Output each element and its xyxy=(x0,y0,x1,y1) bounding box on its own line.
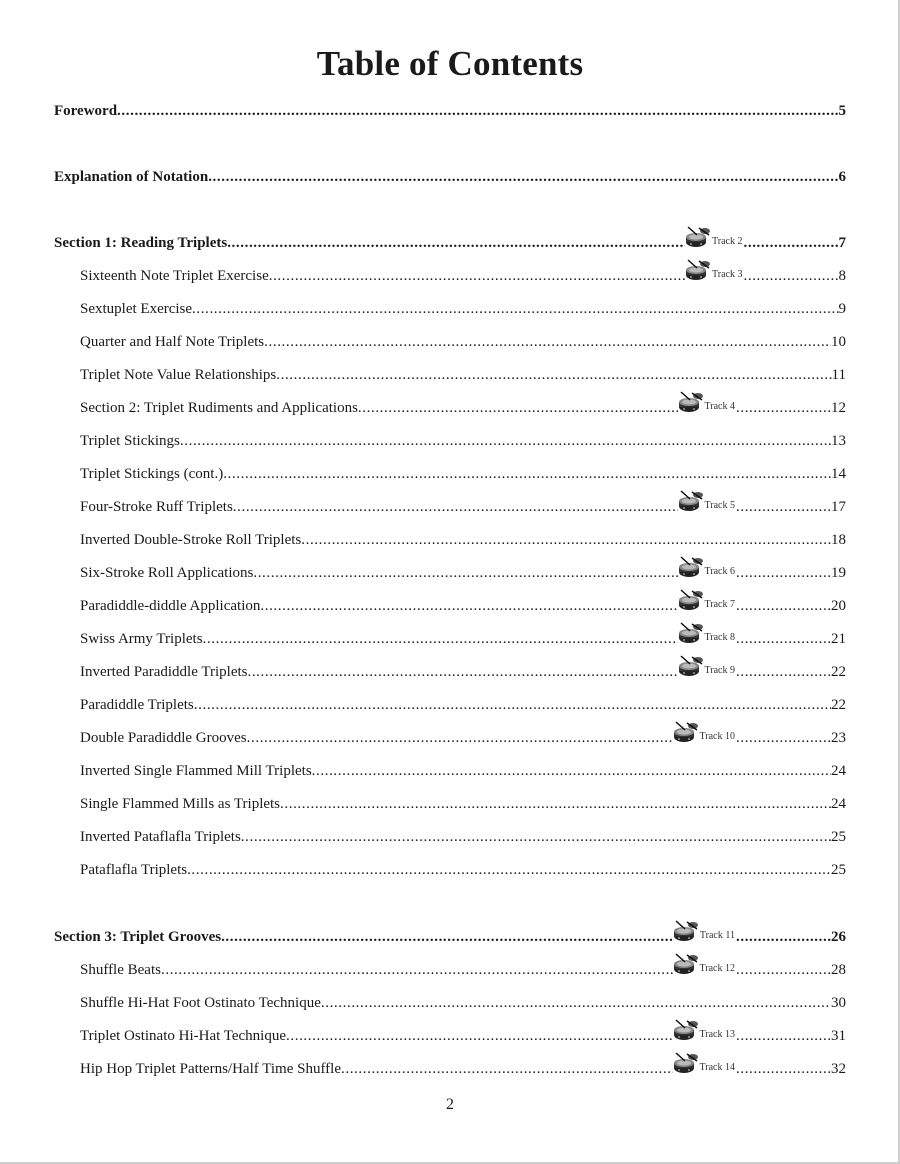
toc-entry-label: Triplet Stickings (cont.) xyxy=(80,466,224,482)
toc-entry-label: Paradiddle Triplets xyxy=(80,697,194,713)
toc-entry[interactable] xyxy=(54,259,846,285)
toc-entry[interactable] xyxy=(54,1052,846,1078)
dot-leader xyxy=(286,1027,673,1045)
track-label: Track 14 xyxy=(699,1062,735,1073)
dot-leader xyxy=(223,465,831,483)
toc-entry-page: 10 xyxy=(831,334,846,350)
toc-entry-page: 18 xyxy=(831,532,846,548)
track-label: Track 2 xyxy=(712,236,743,247)
track-label: Track 9 xyxy=(704,665,735,676)
toc-entry-page: 22 xyxy=(831,697,846,713)
track-marker xyxy=(678,589,736,615)
toc-entry[interactable] xyxy=(54,358,846,384)
toc-entry-page: 11 xyxy=(831,367,846,383)
dot-leader xyxy=(276,366,831,384)
dot-leader xyxy=(736,399,831,417)
toc-entry-label: Triplet Stickings xyxy=(80,433,180,449)
toc-entry-page: 21 xyxy=(831,631,846,647)
dot-leader xyxy=(736,1027,831,1045)
toc-entry-label: Quarter and Half Note Triplets xyxy=(80,334,265,350)
drum-cd-icon xyxy=(678,589,704,615)
toc-entry[interactable] xyxy=(54,655,846,681)
drum-cd-icon xyxy=(673,721,699,747)
dot-leader xyxy=(253,564,677,582)
toc-entry-page: 22 xyxy=(831,664,846,680)
track-marker xyxy=(678,622,736,648)
toc-entry-page: 31 xyxy=(831,1028,846,1044)
drum-cd-icon xyxy=(678,556,704,582)
drum-cd-icon xyxy=(678,622,704,648)
toc-entry[interactable] xyxy=(54,1019,846,1045)
track-marker xyxy=(673,1019,736,1045)
toc-entry-label: Four-Stroke Ruff Triplets xyxy=(80,499,233,515)
drum-cd-icon xyxy=(678,655,704,681)
dot-leader xyxy=(736,597,831,615)
toc-entry[interactable] xyxy=(54,622,846,648)
dot-leader xyxy=(736,729,831,747)
toc-entry-page: 19 xyxy=(831,565,846,581)
toc-entry-label: Double Paradiddle Grooves xyxy=(80,730,247,746)
track-marker xyxy=(678,490,736,516)
toc-entry[interactable] xyxy=(54,787,846,813)
dot-leader xyxy=(312,762,831,780)
dot-leader xyxy=(117,102,838,120)
toc-entry[interactable] xyxy=(54,325,846,351)
dot-leader xyxy=(744,267,839,285)
toc-entry-label: Swiss Army Triplets xyxy=(80,631,203,647)
toc-entry-page: 20 xyxy=(831,598,846,614)
drum-cd-icon xyxy=(673,1019,699,1045)
toc-entry[interactable] xyxy=(54,160,846,186)
toc-entry-label: Section 3: Triplet Grooves xyxy=(54,929,222,945)
dot-leader xyxy=(187,861,831,879)
toc-entry-page: 30 xyxy=(831,995,846,1011)
drum-cd-icon xyxy=(685,226,711,252)
toc-entry[interactable] xyxy=(54,292,846,318)
toc-entry-label: Explanation of Notation xyxy=(54,169,209,185)
toc-entry-page: 26 xyxy=(831,929,846,945)
toc-entry-label: Shuffle Hi-Hat Foot Ostinato Technique xyxy=(80,995,321,1011)
toc-entry[interactable] xyxy=(54,589,846,615)
toc-entry-page: 32 xyxy=(831,1061,846,1077)
track-marker xyxy=(673,920,736,946)
page-title: Table of Contents xyxy=(316,44,584,83)
toc-entry[interactable] xyxy=(54,820,846,846)
toc-entry[interactable] xyxy=(54,721,846,747)
drum-cd-icon xyxy=(678,490,704,516)
toc-entry-label: Pataflafla Triplets xyxy=(80,862,188,878)
dot-leader xyxy=(301,531,831,549)
dot-leader xyxy=(269,267,685,285)
toc-entry-label: Inverted Double-Stroke Roll Triplets xyxy=(80,532,302,548)
toc-entry-label: Paradiddle-diddle Application xyxy=(80,598,261,614)
drum-cd-icon xyxy=(673,953,699,979)
track-marker xyxy=(673,721,736,747)
toc-entry-label: Section 1: Reading Triplets xyxy=(54,235,228,251)
toc-entry[interactable] xyxy=(54,226,846,252)
toc-entry-label: Foreword xyxy=(54,103,118,119)
dot-leader xyxy=(241,828,831,846)
track-label: Track 8 xyxy=(704,632,735,643)
toc-entry-label: Sixteenth Note Triplet Exercise xyxy=(80,268,269,284)
track-label: Track 12 xyxy=(699,963,735,974)
toc-entry-page: 13 xyxy=(831,433,846,449)
dot-leader xyxy=(192,300,838,318)
toc-entry-page: 5 xyxy=(838,103,846,119)
drum-cd-icon xyxy=(673,1052,699,1078)
dot-leader xyxy=(221,928,673,946)
dot-leader xyxy=(194,696,831,714)
dot-leader xyxy=(280,795,831,813)
dot-leader xyxy=(736,564,831,582)
dot-leader xyxy=(161,961,673,979)
toc-entry-page: 9 xyxy=(838,301,846,317)
toc-entry-page: 17 xyxy=(831,499,846,515)
dot-leader xyxy=(227,234,685,252)
toc-entry[interactable] xyxy=(54,556,846,582)
dot-leader xyxy=(736,961,831,979)
toc-entry-label: Section 2: Triplet Rudiments and Applications xyxy=(80,400,358,416)
dot-leader xyxy=(247,663,677,681)
track-label: Track 11 xyxy=(699,930,735,941)
track-label: Track 3 xyxy=(712,269,743,280)
toc-entry-page: 14 xyxy=(831,466,846,482)
track-label: Track 7 xyxy=(704,599,735,610)
dot-leader xyxy=(180,432,831,450)
toc-entry-page: 23 xyxy=(831,730,846,746)
toc-entry[interactable] xyxy=(54,457,846,483)
track-label: Track 4 xyxy=(704,401,735,412)
dot-leader xyxy=(247,729,673,747)
toc-entry[interactable] xyxy=(54,853,846,879)
track-label: Track 6 xyxy=(704,566,735,577)
track-label: Track 10 xyxy=(699,731,735,742)
dot-leader xyxy=(736,663,831,681)
toc-entry-page: 12 xyxy=(831,400,846,416)
drum-cd-icon xyxy=(685,259,711,285)
track-marker xyxy=(673,1052,736,1078)
toc-entry-page: 28 xyxy=(831,962,846,978)
toc-entry[interactable] xyxy=(54,94,846,120)
dot-leader xyxy=(736,928,831,946)
toc-entry[interactable] xyxy=(54,953,846,979)
track-label: Track 5 xyxy=(704,500,735,511)
toc-entry[interactable] xyxy=(54,424,846,450)
toc-entry-label: Single Flammed Mills as Triplets xyxy=(80,796,281,812)
toc-entry-label: Sextuplet Exercise xyxy=(80,301,193,317)
toc-entry-page: 6 xyxy=(838,169,846,185)
toc-entry-label: Inverted Single Flammed Mill Triplets xyxy=(80,763,312,779)
toc-entry-label: Triplet Note Value Relationships xyxy=(80,367,277,383)
toc-entry-label: Shuffle Beats xyxy=(80,962,161,978)
track-marker xyxy=(678,655,736,681)
dot-leader xyxy=(736,630,831,648)
toc-entry-page: 7 xyxy=(838,235,846,251)
track-marker xyxy=(685,226,743,252)
toc-entry-page: 25 xyxy=(831,862,846,878)
toc-entry[interactable] xyxy=(54,920,846,946)
toc-entry-page: 24 xyxy=(831,763,846,779)
track-label: Track 13 xyxy=(699,1029,735,1040)
track-marker xyxy=(678,556,736,582)
toc-entry-label: Triplet Ostinato Hi-Hat Technique xyxy=(80,1028,287,1044)
toc-entry[interactable] xyxy=(54,490,846,516)
dot-leader xyxy=(321,994,831,1012)
page-number: 2 xyxy=(446,1096,454,1113)
toc-entry-label: Inverted Paradiddle Triplets xyxy=(80,664,248,680)
dot-leader xyxy=(203,630,678,648)
dot-leader xyxy=(233,498,678,516)
track-marker xyxy=(673,953,736,979)
dot-leader xyxy=(341,1060,673,1078)
dot-leader xyxy=(736,1060,831,1078)
toc-entry[interactable] xyxy=(54,523,846,549)
toc-entry-page: 25 xyxy=(831,829,846,845)
track-marker xyxy=(678,391,736,417)
toc-entry-label: Hip Hop Triplet Patterns/Half Time Shuffle xyxy=(80,1061,341,1077)
toc-entry[interactable] xyxy=(54,688,846,714)
drum-cd-icon xyxy=(673,920,699,946)
track-marker xyxy=(685,259,743,285)
toc-entry-page: 24 xyxy=(831,796,846,812)
dot-leader xyxy=(736,498,831,516)
toc-entry-label: Inverted Pataflafla Triplets xyxy=(80,829,241,845)
toc-entry-label: Six-Stroke Roll Applications xyxy=(80,565,254,581)
toc-entry-page: 8 xyxy=(838,268,846,284)
dot-leader xyxy=(264,333,831,351)
dot-leader xyxy=(208,168,838,186)
dot-leader xyxy=(358,399,678,417)
toc-entry[interactable] xyxy=(54,986,846,1012)
dot-leader xyxy=(744,234,839,252)
toc-entry[interactable] xyxy=(54,754,846,780)
toc-entry[interactable] xyxy=(54,391,846,417)
drum-cd-icon xyxy=(678,391,704,417)
dot-leader xyxy=(260,597,677,615)
